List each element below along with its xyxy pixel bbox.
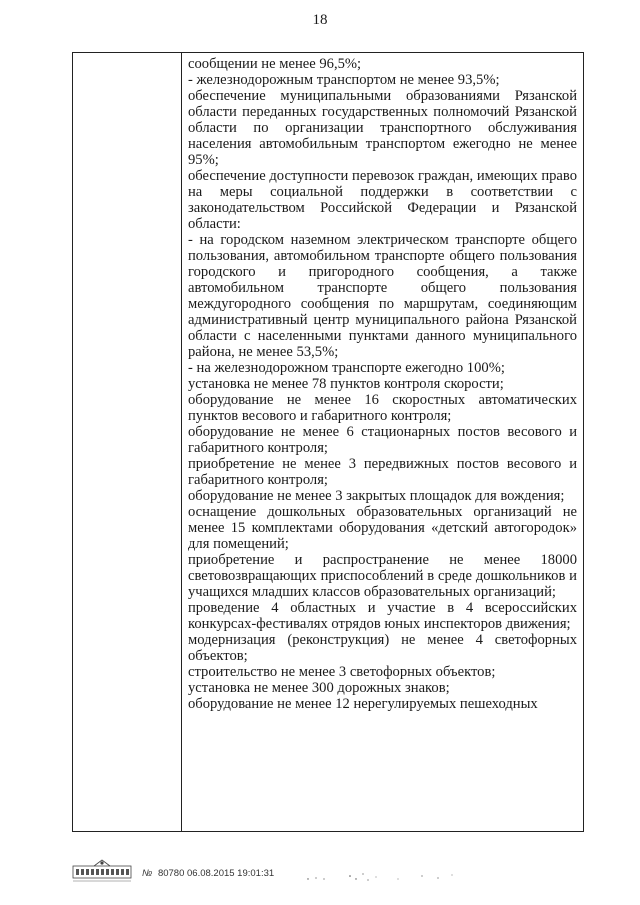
text-paragraph: оборудование не менее 3 закрытых площадок для вождения; xyxy=(188,488,565,504)
text-paragraph: - железнодорожным транспортом не менее 93,5%; xyxy=(188,72,500,88)
document-registration xyxy=(142,868,274,879)
text-paragraph: проведение 4 областных и участие в 4 всероссийских конкурсах-фестивалях отрядов юных инспекторов движения; xyxy=(188,600,577,632)
program-table xyxy=(72,52,584,832)
text-paragraph: установка не менее 300 дорожных знаков; xyxy=(188,680,450,696)
text-paragraph: оборудование не менее 12 нерегулируемых пешеходных xyxy=(188,696,538,712)
text-paragraph: обеспечение доступности перевозок граждан, имеющих право на меры социальной поддержки в соответствии с законодательством Российской Федерации и Рязанской области: xyxy=(188,168,577,232)
text-paragraph: сообщении не менее 96,5%; xyxy=(188,56,362,72)
document-footer xyxy=(72,858,592,888)
text-paragraph: приобретение не менее 3 передвижных постов весового и габаритного контроля; xyxy=(188,456,577,488)
text-paragraph: оборудование не менее 16 скоростных автоматических пунктов весового и габаритного контроля; xyxy=(188,392,577,424)
text-paragraph: оборудование не менее 6 стационарных постов весового и габаритного контроля; xyxy=(188,424,577,456)
text-paragraph: - на городском наземном электрическом транспорте общего пользования, автомобильном транспорте общего пользования городского и пригородного сообщения, а также автомобильном транспорте общего пользования междугородного сообщения по маршрутам, соединяющим административный центр муниципального района Рязанской области с населенными пунктами данного муниципального района, не менее 53,5%; xyxy=(188,232,577,360)
document-datetime: 06.08.2015 19:01:31 xyxy=(187,868,275,879)
table-left-column xyxy=(73,53,182,831)
text-paragraph: модернизация (реконструкция) не менее 4 светофорных объектов; xyxy=(188,632,577,664)
number-sign: № xyxy=(142,868,153,879)
text-paragraph: установка не менее 78 пунктов контроля скорости; xyxy=(188,376,504,392)
table-right-column xyxy=(182,53,583,831)
text-paragraph: оснащение дошкольных образовательных организаций не менее 15 комплектами оборудования «детский автогородок» для помещений; xyxy=(188,504,577,552)
page-number: 18 xyxy=(312,12,328,28)
text-paragraph: строительство не менее 3 светофорных объектов; xyxy=(188,664,496,680)
text-paragraph: обеспечение муниципальными образованиями Рязанской области переданных государственных полномочий Рязанской области по организации транспортного обслуживания населения автомобильным транспортом ежегодно не менее 95%; xyxy=(188,88,577,168)
document-number: 80780 xyxy=(157,868,185,879)
scan-noise xyxy=(302,870,462,884)
government-seal-icon xyxy=(72,858,132,884)
text-paragraph: - на железнодорожном транспорте ежегодно 100%; xyxy=(188,360,505,376)
text-paragraph: приобретение и распространение не менее 18000 световозвращающих приспособлений в среде дошкольников и учащихся младших классов образовательных организаций; xyxy=(188,552,577,600)
